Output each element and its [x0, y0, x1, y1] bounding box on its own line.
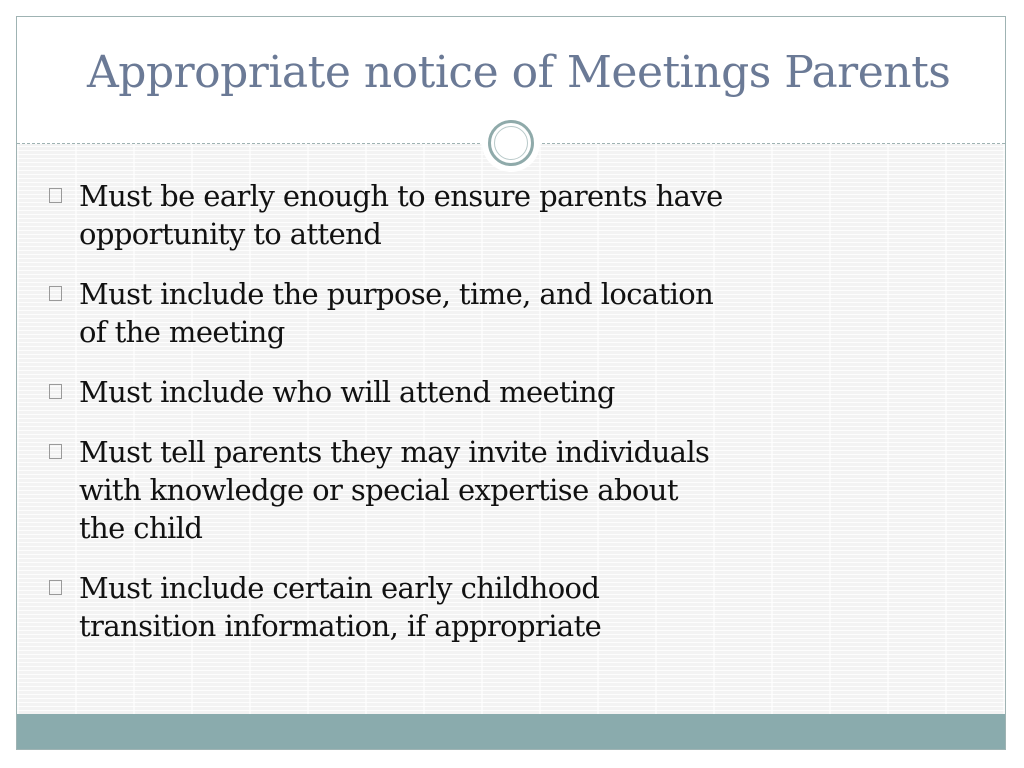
bullet-text: Must include the purpose, time, and location of the meeting [79, 277, 714, 349]
square-bullet-icon [49, 188, 62, 203]
footer-bar [17, 714, 1005, 749]
bullet-text: Must tell parents they may invite individuals with knowledge or special expertise about the child [79, 435, 710, 545]
slide-title: Appropriate notice of Meetings Parents [87, 47, 951, 98]
bullet-list [47, 177, 727, 667]
slide-frame [16, 16, 1006, 750]
bullet-text: Must include certain early childhood transition information, if appropriate [79, 571, 602, 643]
list-item [47, 177, 727, 253]
square-bullet-icon [49, 444, 62, 459]
list-item [47, 433, 727, 547]
square-bullet-icon [49, 580, 62, 595]
list-item [47, 569, 727, 645]
circle-ornament-icon [482, 114, 540, 172]
list-item [47, 373, 727, 411]
square-bullet-icon [49, 384, 62, 399]
square-bullet-icon [49, 286, 62, 301]
bullet-text: Must be early enough to ensure parents have opportunity to attend [79, 179, 723, 251]
list-item [47, 275, 727, 351]
bullet-text: Must include who will attend meeting [79, 375, 615, 409]
